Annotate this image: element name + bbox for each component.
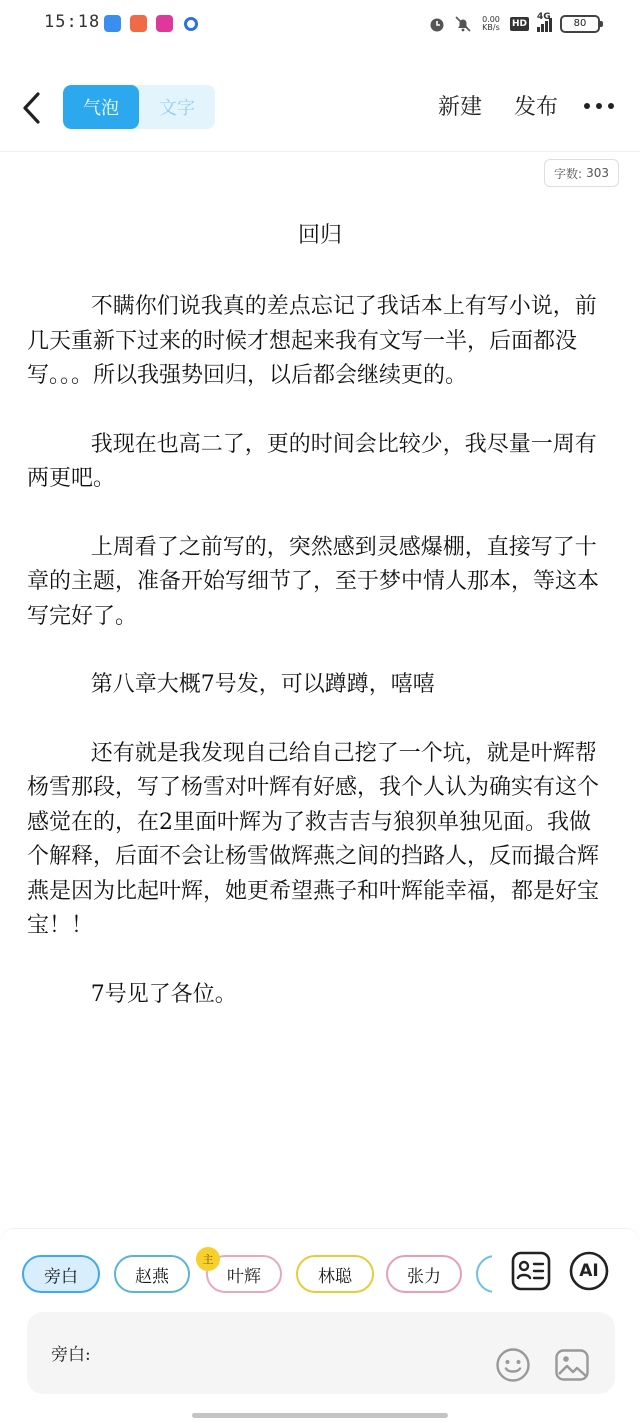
ai-label: AI (579, 1261, 599, 1281)
dialogue-input[interactable] (107, 1334, 487, 1368)
more-dot-icon (596, 103, 602, 109)
status-time: 15:18 (44, 12, 101, 32)
toolbar-divider (0, 151, 640, 152)
emoji-button[interactable] (495, 1347, 531, 1383)
character-chip-partial[interactable] (476, 1255, 492, 1293)
word-count-value: 303 (586, 166, 609, 180)
paragraph: 上周看了之前写的，突然感到灵感爆棚，直接写了十章的主题，准备开始写细节了，至于梦中情人那本，等这本写完好了。 (27, 534, 600, 629)
status-bar (0, 0, 640, 50)
publish-button[interactable]: 发布 (514, 95, 559, 120)
signal-icon (537, 12, 552, 32)
insert-image-button[interactable] (554, 1347, 590, 1383)
new-button[interactable]: 新建 (438, 95, 483, 120)
net-speed-value: 0.00 (482, 15, 500, 24)
notification-app-icon-3 (156, 15, 173, 32)
character-card-button[interactable] (510, 1250, 552, 1292)
paragraph: 还有就是我发现自己给自己挖了一个坑，就是叶辉帮杨雪那段，写了杨雪对叶辉有好感，我个人认为确实有这个感觉在的，在2里面叶辉为了救吉吉与狼狈单独见面。我做个解释，后面不会让杨雪做辉燕之间的挡路人，反而撮合辉燕是因为比起叶辉，她更希望燕子和叶辉能幸福，都是好宝宝！！ (27, 740, 600, 938)
character-chip-narrator[interactable]: 旁白 (22, 1255, 100, 1293)
character-chip[interactable]: 赵燕 (114, 1255, 190, 1293)
hd-badge: HD (511, 19, 527, 29)
character-chip[interactable]: 林聪 (296, 1255, 374, 1293)
alarm-icon (428, 15, 446, 33)
notification-app-icon-1 (104, 15, 121, 32)
character-chip[interactable]: 叶辉 (206, 1255, 282, 1293)
net-speed (480, 16, 502, 32)
network-type: 4G (537, 12, 551, 22)
document-title[interactable]: 回归 (297, 223, 342, 248)
paragraph: 不瞒你们说我真的差点忘记了我话本上有写小说，前几天重新下过来的时候才想起来我有文写一半，后面都没写。。。所以我强势回归，以后都会继续更的。 (27, 294, 597, 388)
editor-toolbar (0, 80, 640, 136)
status-right-group (428, 12, 600, 36)
notification-app-icon-4 (184, 17, 198, 31)
mute-bell-icon (454, 15, 472, 33)
net-speed-unit: KB/s (482, 23, 500, 32)
document-body[interactable] (27, 290, 609, 1046)
paragraph: 我现在也高二了，更的时间会比较少，我尽量一周有两更吧。 (27, 431, 597, 491)
tab-bubble[interactable]: 气泡 (63, 85, 139, 129)
character-chip-list[interactable] (22, 1255, 492, 1295)
tab-text[interactable]: 文字 (159, 98, 195, 119)
dialogue-input-box[interactable] (27, 1312, 615, 1394)
speaker-label: 旁白: (51, 1345, 91, 1365)
word-count-label: 字数: (554, 166, 583, 181)
word-count-badge (544, 159, 619, 187)
more-dot-icon (584, 103, 590, 109)
more-menu-button[interactable] (584, 94, 614, 118)
notification-app-icon-2 (130, 15, 147, 32)
mode-tabs (63, 85, 215, 129)
character-chip[interactable]: 张力 (386, 1255, 462, 1293)
battery-icon (560, 15, 600, 33)
protagonist-badge: 主 (196, 1247, 220, 1271)
more-dot-icon (608, 103, 614, 109)
character-card-icon (510, 1250, 552, 1292)
paragraph: 7号见了各位。 (90, 981, 237, 1007)
paragraph: 第八章大概7号发，可以蹲蹲，嘻嘻 (90, 672, 435, 697)
back-button[interactable] (18, 88, 48, 128)
back-arrow-icon (18, 88, 48, 128)
smiley-icon (495, 1347, 531, 1383)
image-icon (554, 1347, 590, 1383)
ai-button[interactable] (568, 1250, 610, 1292)
battery-level: 80 (573, 18, 587, 29)
home-indicator[interactable] (192, 1413, 448, 1418)
